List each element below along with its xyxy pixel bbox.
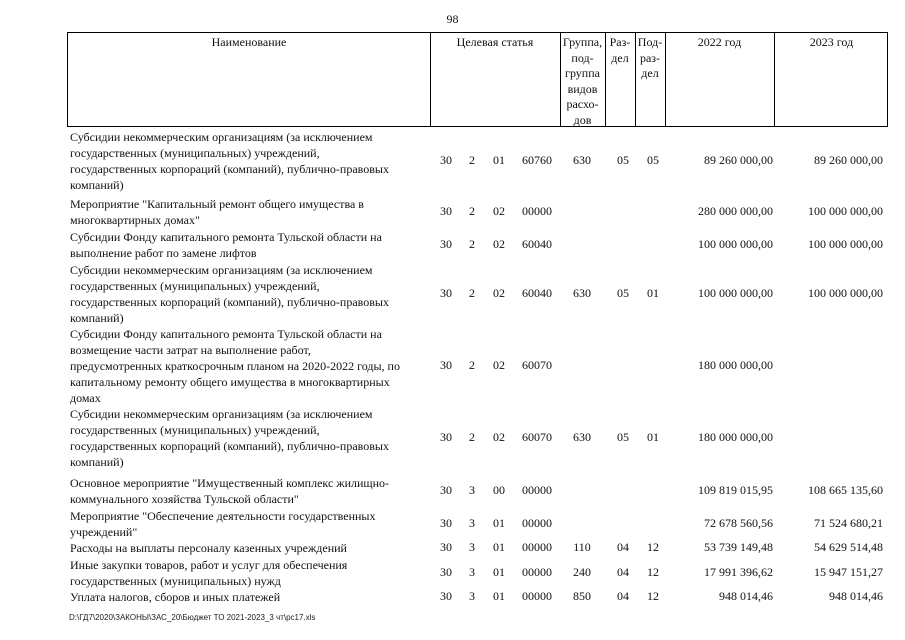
target-code-1: 30	[440, 204, 452, 218]
amount-2023: 71 524 680,21	[814, 516, 883, 530]
table-header	[67, 32, 888, 127]
table-row	[0, 406, 905, 470]
target-code-1: 30	[440, 430, 452, 444]
row-name: Мероприятие "Капитальный ремонт общего имущества в многоквартирных домах"	[70, 197, 364, 227]
amount-2022: 17 991 396,62	[704, 565, 773, 579]
row-name: Расходы на выплаты персоналу казенных учреждений	[70, 541, 347, 555]
subsection-cell: 12	[647, 565, 659, 579]
subsection-cell: 01	[647, 430, 659, 444]
row-name: Субсидии Фонду капитального ремонта Тульской области на возмещение части затрат на выполнение работ, предусмотренных краткосрочным планом на 2020-2022 годы, по капитальному ремонту общего имущества в многоквартирных домах	[70, 327, 400, 405]
target-code-4: 00000	[522, 483, 552, 497]
expense-group-cell: 630	[573, 286, 591, 300]
target-code-4: 60070	[522, 430, 552, 444]
target-code-2: 3	[469, 589, 475, 603]
target-code-3: 02	[493, 204, 505, 218]
target-code-3: 01	[493, 153, 505, 167]
amount-2022: 180 000 000,00	[698, 358, 773, 372]
target-code-4: 60040	[522, 286, 552, 300]
amount-2023: 100 000 000,00	[808, 204, 883, 218]
amount-2022: 109 819 015,95	[698, 483, 773, 497]
expense-group-cell: 630	[573, 153, 591, 167]
table-row	[0, 475, 905, 507]
target-code-2: 3	[469, 516, 475, 530]
subsection-cell: 12	[647, 589, 659, 603]
header-section: Раз- дел	[609, 35, 631, 65]
amount-2023: 100 000 000,00	[808, 286, 883, 300]
target-code-2: 2	[469, 286, 475, 300]
header-2023: 2023 год	[809, 35, 854, 49]
amount-2022: 89 260 000,00	[704, 153, 773, 167]
table-row	[0, 262, 905, 326]
target-code-2: 2	[469, 153, 475, 167]
amount-2022: 100 000 000,00	[698, 237, 773, 251]
target-code-1: 30	[440, 540, 452, 554]
subsection-cell: 12	[647, 540, 659, 554]
target-code-4: 60040	[522, 237, 552, 251]
target-code-1: 30	[440, 286, 452, 300]
expense-group-cell: 850	[573, 589, 591, 603]
target-code-1: 30	[440, 153, 452, 167]
amount-2023: 100 000 000,00	[808, 237, 883, 251]
row-name: Субсидии некоммерческим организациям (за исключением государственных (муниципальных) учреждений, государственных корпораций (компаний), публично-правовых компаний)	[70, 263, 389, 325]
target-code-1: 30	[440, 565, 452, 579]
header-2022: 2022 год	[697, 35, 742, 49]
header-target-article: Целевая статья	[456, 35, 534, 49]
amount-2023: 54 629 514,48	[814, 540, 883, 554]
target-code-3: 02	[493, 430, 505, 444]
amount-2023: 15 947 151,27	[814, 565, 883, 579]
amount-2023: 948 014,46	[829, 589, 883, 603]
target-code-2: 2	[469, 204, 475, 218]
row-name: Субсидии некоммерческим организациям (за исключением государственных (муниципальных) учреждений, государственных корпораций (компаний), публично-правовых компаний)	[70, 407, 389, 469]
amount-2022: 53 739 149,48	[704, 540, 773, 554]
expense-group-cell: 110	[573, 540, 591, 554]
table-row	[0, 196, 905, 228]
header-expense-group: Группа, под- группа видов расхо- дов	[562, 35, 603, 127]
table-row	[0, 129, 905, 193]
target-code-2: 2	[469, 237, 475, 251]
subsection-cell: 05	[647, 153, 659, 167]
row-name: Уплата налогов, сборов и иных платежей	[70, 590, 281, 604]
table-row	[0, 540, 905, 556]
expense-group-cell: 240	[573, 565, 591, 579]
table-row	[0, 589, 905, 605]
amount-2022: 948 014,46	[719, 589, 773, 603]
expense-group-cell: 630	[573, 430, 591, 444]
table-row	[0, 557, 905, 589]
target-code-1: 30	[440, 589, 452, 603]
section-cell: 05	[617, 153, 629, 167]
section-cell: 04	[617, 565, 629, 579]
target-code-2: 3	[469, 483, 475, 497]
target-code-4: 00000	[522, 565, 552, 579]
row-name: Мероприятие "Обеспечение деятельности государственных учреждений"	[70, 509, 376, 539]
target-code-1: 30	[440, 358, 452, 372]
table-row	[0, 508, 905, 540]
target-code-4: 00000	[522, 204, 552, 218]
target-code-3: 01	[493, 540, 505, 554]
row-name: Субсидии некоммерческим организациям (за исключением государственных (муниципальных) учреждений, государственных корпораций (компаний), публично-правовых компаний)	[70, 130, 389, 192]
target-code-4: 00000	[522, 516, 552, 530]
target-code-1: 30	[440, 237, 452, 251]
target-code-1: 30	[440, 483, 452, 497]
target-code-2: 2	[469, 358, 475, 372]
row-name: Субсидии Фонду капитального ремонта Тульской области на выполнение работ по замене лифтов	[70, 230, 382, 260]
section-cell: 04	[617, 540, 629, 554]
target-code-3: 01	[493, 565, 505, 579]
target-code-2: 3	[469, 540, 475, 554]
target-code-3: 01	[493, 589, 505, 603]
table-row	[0, 326, 905, 406]
target-code-3: 02	[493, 237, 505, 251]
row-name: Иные закупки товаров, работ и услуг для обеспечения государственных (муниципальных) нужд	[70, 558, 348, 588]
amount-2022: 180 000 000,00	[698, 430, 773, 444]
section-cell: 05	[617, 286, 629, 300]
amount-2022: 280 000 000,00	[698, 204, 773, 218]
target-code-4: 60070	[522, 358, 552, 372]
target-code-1: 30	[440, 516, 452, 530]
amount-2022: 72 678 560,56	[704, 516, 773, 530]
target-code-3: 00	[493, 483, 505, 497]
header-subsection: Под- раз- дел	[637, 35, 663, 80]
subsection-cell: 01	[647, 286, 659, 300]
target-code-3: 02	[493, 286, 505, 300]
section-cell: 05	[617, 430, 629, 444]
amount-2022: 100 000 000,00	[698, 286, 773, 300]
section-cell: 04	[617, 589, 629, 603]
target-code-3: 02	[493, 358, 505, 372]
footer-file-path: D:\ГД7\2020\ЗАКОНЫ\ЗАС_20\Бюджет ТО 2021-2023_3 чт\рс17.xls	[69, 613, 316, 622]
target-code-2: 3	[469, 565, 475, 579]
amount-2023: 108 665 135,60	[808, 483, 883, 497]
amount-2023: 89 260 000,00	[814, 153, 883, 167]
target-code-4: 60760	[522, 153, 552, 167]
page-number: 98	[446, 12, 459, 26]
target-code-4: 00000	[522, 540, 552, 554]
header-name: Наименование	[211, 35, 287, 49]
target-code-2: 2	[469, 430, 475, 444]
target-code-4: 00000	[522, 589, 552, 603]
row-name: Основное мероприятие "Имущественный комплекс жилищно- коммунального хозяйства Тульской области"	[70, 476, 390, 506]
table-row	[0, 229, 905, 261]
target-code-3: 01	[493, 516, 505, 530]
